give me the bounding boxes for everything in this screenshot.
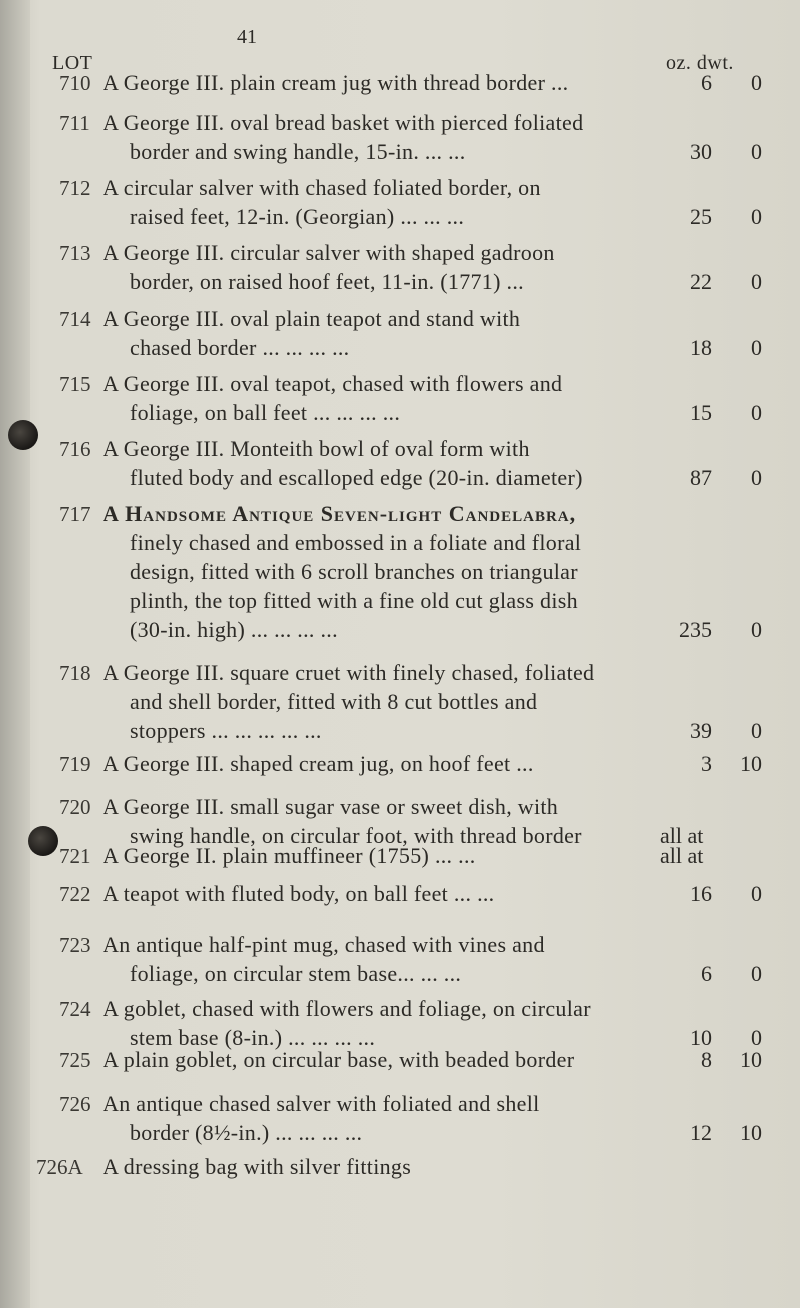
weight-dwt: 0 <box>751 139 762 164</box>
lot-number: 714 <box>59 307 91 331</box>
weight-oz: 39 <box>690 718 712 743</box>
weight-oz: 6 <box>701 70 712 95</box>
weight-oz: all at <box>660 843 704 868</box>
lot-number: 710 <box>59 71 91 95</box>
lot-number: 719 <box>59 752 91 776</box>
lot-number: 726 <box>59 1092 91 1116</box>
weight-oz: 87 <box>690 465 712 490</box>
weight-column-header: oz. dwt. <box>666 52 734 74</box>
weight-oz: 3 <box>701 751 712 776</box>
lot-number: 717 <box>59 502 91 526</box>
weight-oz: 25 <box>690 204 712 229</box>
weight-dwt: 0 <box>751 617 762 642</box>
lot-number: 726A <box>36 1155 83 1179</box>
page-number: 41 <box>237 26 257 48</box>
lot-description-line: foliage, on circular stem base... ... ... <box>130 961 462 986</box>
lot-description-line: foliage, on ball feet ... ... ... ... <box>130 400 401 425</box>
weight-oz: 30 <box>690 139 712 164</box>
lot-description-line: A teapot with fluted body, on ball feet ... ... <box>103 881 495 906</box>
weight-oz: 10 <box>690 1025 712 1050</box>
lot-description-line: A George III. Monteith bowl of oval form with <box>103 436 530 461</box>
lot-number: 724 <box>59 997 91 1021</box>
lot-description-line: A dressing bag with silver fittings <box>103 1154 412 1179</box>
lot-description-line: A George III. square cruet with finely chased, foliated <box>103 660 595 685</box>
weight-dwt: 0 <box>751 1025 762 1050</box>
lot-description-line: A George II. plain muffineer (1755) ... ... <box>103 843 476 868</box>
lot-number: 721 <box>59 844 91 868</box>
weight-oz: 18 <box>690 335 712 360</box>
weight-oz: 8 <box>701 1047 712 1072</box>
lot-description-line: A George III. oval bread basket with pierced foliated <box>103 110 584 135</box>
lot-description-line: A circular salver with chased foliated border, on <box>103 175 541 200</box>
weight-oz: 16 <box>690 881 712 906</box>
lot-number: 715 <box>59 372 91 396</box>
weight-oz: 6 <box>701 961 712 986</box>
weight-dwt: 0 <box>751 269 762 294</box>
lot-description-line: A George III. circular salver with shaped gadroon <box>103 240 555 265</box>
binding-hole-bottom <box>28 826 58 856</box>
lot-column-header: LOT <box>52 52 93 74</box>
lot-description-line: stoppers ... ... ... ... ... <box>130 718 322 743</box>
weight-dwt: 0 <box>751 961 762 986</box>
lot-description-line: A George III. shaped cream jug, on hoof feet ... <box>103 751 534 776</box>
weight-oz: all at <box>660 823 704 848</box>
weight-dwt: 0 <box>751 204 762 229</box>
lot-description-line: swing handle, on circular foot, with thread border <box>130 823 582 848</box>
lot-number: 718 <box>59 661 91 685</box>
lot-description-line: raised feet, 12-in. (Georgian) ... ... ... <box>130 204 465 229</box>
lot-description-line: A Handsome Antique Seven-light Candelabra, <box>103 501 577 526</box>
lot-description-line: border (8½-in.) ... ... ... ... <box>130 1120 363 1145</box>
lot-description-line: (30-in. high) ... ... ... ... <box>130 617 338 642</box>
weight-dwt: 0 <box>751 881 762 906</box>
lot-number: 712 <box>59 176 91 200</box>
lot-description-line: A George III. oval teapot, chased with flowers and <box>103 371 563 396</box>
weight-dwt: 0 <box>751 465 762 490</box>
lot-description-line: border and swing handle, 15-in. ... ... <box>130 139 466 164</box>
lot-number: 711 <box>59 111 90 135</box>
lot-number: 722 <box>59 882 91 906</box>
lot-description-line: chased border ... ... ... ... <box>130 335 350 360</box>
lot-description-line: finely chased and embossed in a foliate and floral <box>130 530 582 555</box>
lot-description-line: An antique half-pint mug, chased with vines and <box>103 932 545 957</box>
weight-oz: 15 <box>690 400 712 425</box>
weight-dwt: 0 <box>751 70 762 95</box>
lot-description-line: A George III. oval plain teapot and stand with <box>103 306 521 331</box>
weight-dwt: 0 <box>751 335 762 360</box>
lot-description-line: plinth, the top fitted with a fine old cut glass dish <box>130 588 578 613</box>
lot-description-line: and shell border, fitted with 8 cut bottles and <box>130 689 538 714</box>
lot-description-line: design, fitted with 6 scroll branches on triangular <box>130 559 578 584</box>
lot-number: 725 <box>59 1048 91 1072</box>
weight-oz: 12 <box>690 1120 712 1145</box>
page-edge <box>0 0 30 1308</box>
lot-description-line: border, on raised hoof feet, 11-in. (1771) ... <box>130 269 524 294</box>
binding-hole-top <box>8 420 38 450</box>
lot-description-line: A George III. small sugar vase or sweet dish, with <box>103 794 559 819</box>
lot-description-line: A George III. plain cream jug with thread border ... <box>103 70 569 95</box>
weight-oz: 22 <box>690 269 712 294</box>
weight-dwt: 10 <box>740 1120 762 1145</box>
lot-description-line: A plain goblet, on circular base, with beaded border <box>103 1047 575 1072</box>
lot-number: 720 <box>59 795 91 819</box>
lot-description-line: An antique chased salver with foliated and shell <box>103 1091 540 1116</box>
lot-description-line: A goblet, chased with flowers and foliage, on circular <box>103 996 591 1021</box>
lot-number: 713 <box>59 241 91 265</box>
lot-number: 723 <box>59 933 91 957</box>
lot-number: 716 <box>59 437 91 461</box>
weight-dwt: 0 <box>751 400 762 425</box>
weight-dwt: 10 <box>740 1047 762 1072</box>
lot-description-line: stem base (8-in.) ... ... ... ... <box>130 1025 376 1050</box>
weight-oz: 235 <box>679 617 712 642</box>
lot-description-line: fluted body and escalloped edge (20-in. diameter) <box>130 465 583 490</box>
weight-dwt: 10 <box>740 751 762 776</box>
weight-dwt: 0 <box>751 718 762 743</box>
